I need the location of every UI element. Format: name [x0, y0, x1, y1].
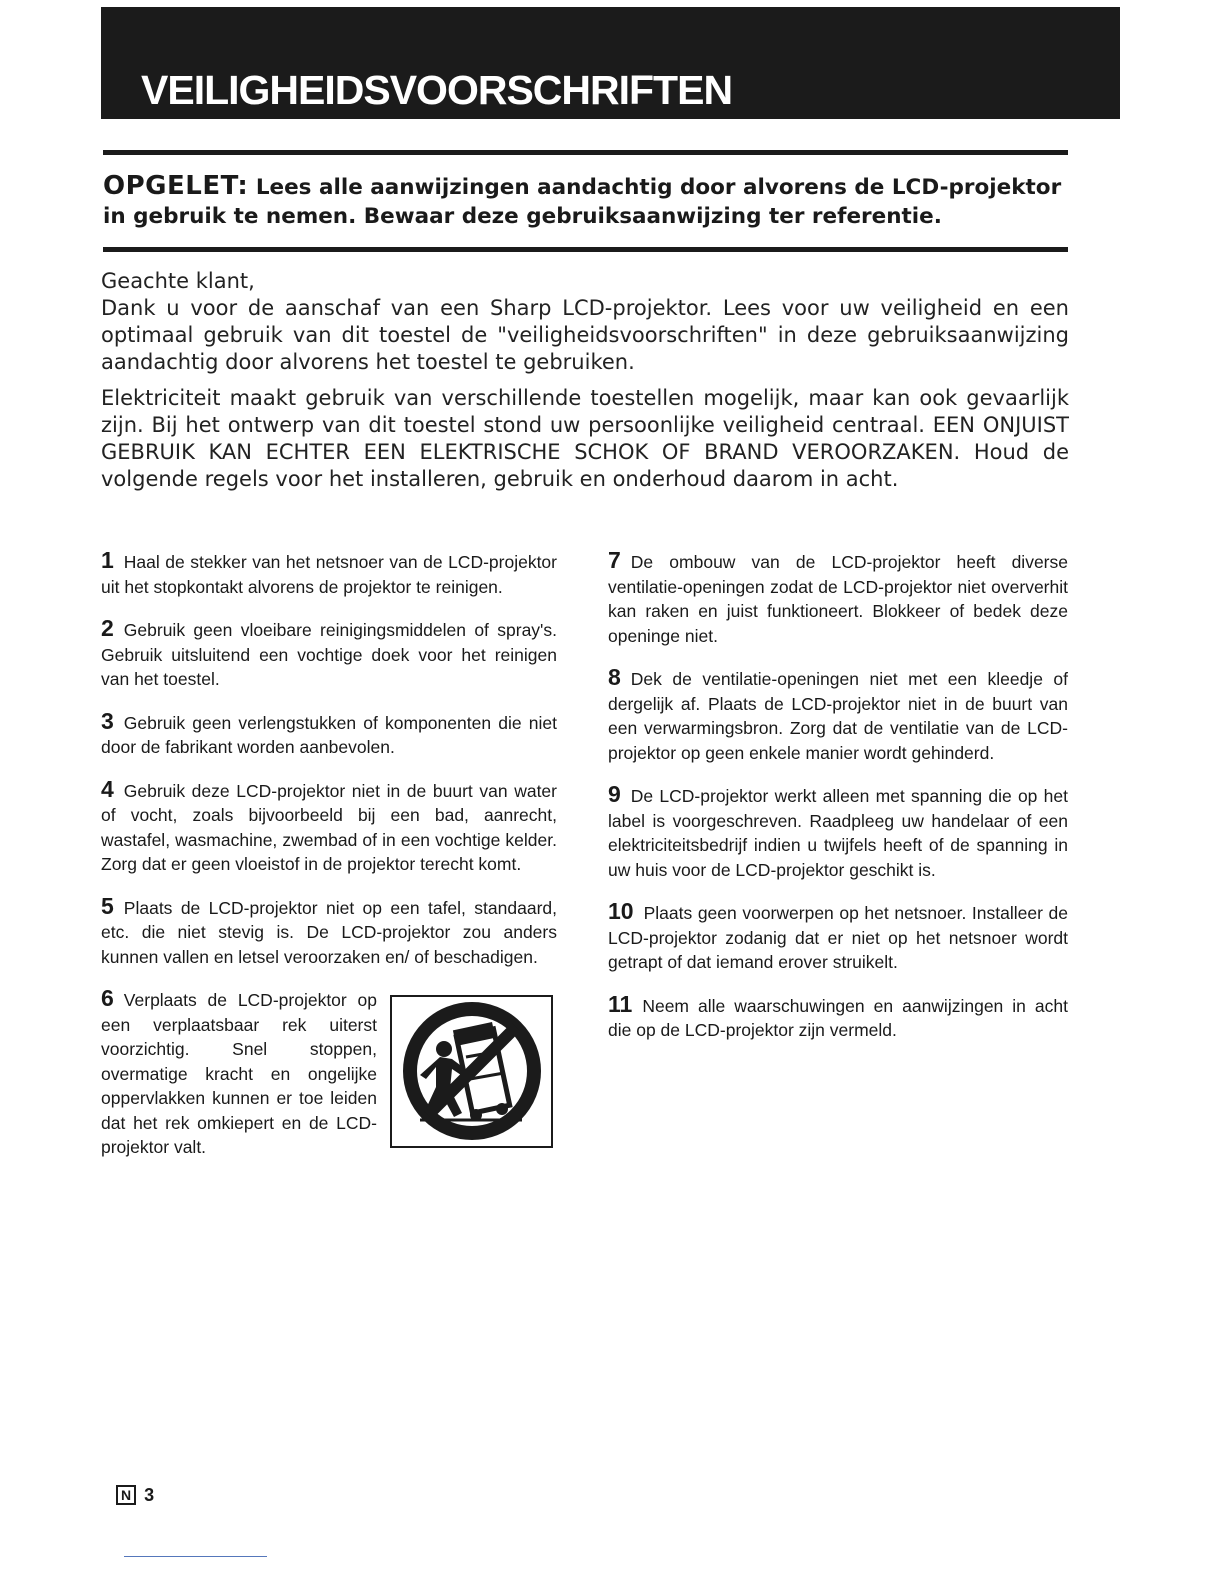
bottom-divider	[103, 247, 1068, 252]
item-number: 5	[101, 892, 114, 919]
right-column	[608, 548, 1068, 1060]
language-mark: N	[116, 1485, 136, 1505]
caution-label: OPGELET:	[103, 171, 249, 201]
bottom-rule	[124, 1556, 267, 1557]
cart-tipover-warning-icon	[390, 995, 553, 1148]
top-divider	[103, 150, 1068, 155]
safety-item	[101, 777, 557, 877]
item-number: 1	[101, 547, 114, 573]
item-text: Plaats geen voorwerpen op het netsnoer. Installeer de LCD-projektor zodanig dat er niet op het netsnoer wordt getrapt of dat iemand erover struikelt.	[608, 903, 1068, 972]
safety-item	[101, 894, 557, 970]
intro-section	[101, 268, 1069, 502]
item-text: Haal de stekker van het netsnoer van de LCD-projektor uit het stopkontakt alvorens de projektor te reinigen.	[101, 552, 557, 597]
item-number: 10	[608, 898, 634, 924]
page-number: 3	[144, 1485, 155, 1505]
caution-notice	[103, 172, 1073, 231]
intro-paragraph-1: Dank u voor de aanschaf van een Sharp LCD-projektor. Lees voor uw veiligheid en een optimaal gebruik van dit toestel de "veiligheidsvoorschriften" in deze gebruiksaanwijzing aandachtig door alvorens het toestel te gebruiken.	[101, 296, 1069, 374]
item-text: Neem alle waarschuwingen en aanwijzingen in acht die op de LCD-projektor zijn vermeld.	[608, 995, 1068, 1040]
item-number: 9	[608, 781, 621, 807]
title-bar	[101, 7, 1120, 119]
safety-item	[101, 548, 557, 599]
item-text: Dek de ventilatie-openingen niet met een kleedje of dergelijk af. Plaats de LCD-projektor niet in de buurt van een verwarmingsbron. Zorg dat de ventilatie van de LCD-projektor op geen enkele manier wordt gehinderd.	[608, 669, 1068, 763]
page-title: VEILIGHEIDSVOORSCHRIFTEN	[141, 67, 733, 113]
safety-item	[608, 899, 1068, 975]
item-number: 6	[101, 985, 114, 1011]
item-number: 8	[608, 664, 621, 690]
safety-item	[608, 782, 1068, 882]
item-number: 2	[101, 615, 114, 641]
item-text: De LCD-projektor werkt alleen met spanning die op het label is voorgeschreven. Raadpleeg uw handelaar of een elektriciteitsbedrijf indien u twijfels heeft of de spanning in uw huis voor de LCD-projektor geschikt is.	[608, 786, 1068, 880]
item-text: Plaats de LCD-projektor niet op een tafel, standaard, etc. die niet stevig is. De LCD-projektor zou anders kunnen vallen en letsel veroorzaken en/ of beschadigen.	[101, 897, 557, 967]
item-text: Gebruik geen vloeibare reinigingsmiddelen of spray's. Gebruik uitsluitend een vochtige doek voor het reinigen van het toestel.	[101, 620, 557, 689]
item-number: 3	[101, 707, 114, 734]
item-number: 11	[608, 990, 633, 1017]
safety-item	[608, 992, 1068, 1043]
item-text: Gebruik deze LCD-projektor niet in de buurt van water of vocht, zoals bijvoorbeeld bij een bad, aanrecht, wastafel, wasmachine, zwembad of in een vochtige kelder. Zorg dat er geen vloeistof in de projektor terecht komt.	[101, 780, 557, 874]
left-column	[101, 548, 557, 1177]
item-text: Verplaats de LCD-projektor op een verplaatsbaar rek uiterst voorzichtig. Snel stoppen, overmatige kracht en ongelijke oppervlakken kunnen er toe leiden dat het rek omkiepert en de LCD-projektor valt.	[101, 990, 377, 1157]
intro-paragraph-2: Elektriciteit maakt gebruik van verschillende toestellen mogelijk, maar kan ook gevaarlijk zijn. Bij het ontwerp van dit toestel stond uw persoonlijke veiligheid centraal. EEN ONJUIST GEBRUIK KAN ECHTER EEN ELEKTRISCHE SCHOK OF BRAND VEROORZAKEN. Houd de volgende regels voor het installeren, gebruik en onderhoud daarom in acht.	[101, 386, 1069, 491]
item-text: De ombouw van de LCD-projektor heeft diverse ventilatie-openingen zodat de LCD-projektor niet oververhit kan raken en juist funktioneert. Blokkeer of bedek deze openinge niet.	[608, 552, 1068, 646]
safety-item	[101, 709, 557, 760]
greeting: Geachte klant,	[101, 269, 255, 293]
page-footer	[116, 1485, 154, 1506]
item-text: Gebruik geen verlengstukken of komponenten die niet door de fabrikant worden aanbevolen.	[101, 712, 557, 757]
safety-item	[608, 665, 1068, 765]
item-number: 4	[101, 775, 114, 802]
caution-text: Lees alle aanwijzingen aandachtig door alvorens de LCD-projektor in gebruik te nemen. Bewaar deze gebruiksaanwijzing ter referentie.	[103, 175, 1062, 229]
safety-item	[101, 986, 557, 1160]
safety-item	[101, 616, 557, 692]
safety-item	[608, 548, 1068, 648]
item-number: 7	[608, 547, 621, 573]
